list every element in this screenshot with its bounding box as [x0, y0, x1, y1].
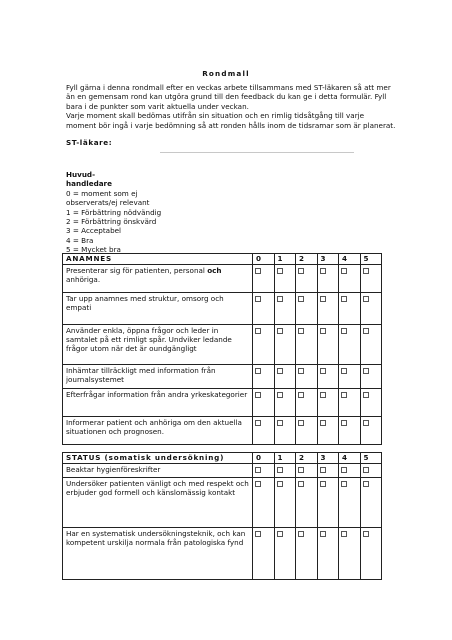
checkbox-icon[interactable] — [341, 481, 347, 487]
checkbox-icon[interactable] — [277, 268, 283, 274]
checkbox-icon[interactable] — [277, 420, 283, 426]
section-heading: ANAMNES — [63, 254, 253, 265]
checkbox-icon[interactable] — [320, 392, 326, 398]
scale-item: 2 = Förbättring önskvärd — [66, 217, 157, 227]
checkbox-icon[interactable] — [363, 420, 369, 426]
checkbox-icon[interactable] — [320, 268, 326, 274]
checkbox-icon[interactable] — [298, 296, 304, 302]
checkbox-icon[interactable] — [255, 420, 261, 426]
checkbox-icon[interactable] — [255, 531, 261, 537]
st-lakare-name-line[interactable] — [160, 152, 354, 153]
st-lakare-label: ST-läkare: — [66, 138, 113, 147]
checkbox-icon[interactable] — [298, 467, 304, 473]
criterion-text — [63, 265, 253, 293]
checkbox-icon[interactable] — [320, 420, 326, 426]
checkbox-icon[interactable] — [341, 420, 347, 426]
status-table — [62, 452, 382, 580]
score-header: 1 — [274, 453, 296, 464]
checkbox-icon[interactable] — [320, 368, 326, 374]
checkbox-icon[interactable] — [363, 392, 369, 398]
checkbox-icon[interactable] — [298, 420, 304, 426]
checkbox-icon[interactable] — [363, 481, 369, 487]
criterion-text-bold: och — [207, 266, 222, 275]
score-header: 2 — [296, 453, 318, 464]
table-header-row — [63, 453, 382, 464]
checkbox-icon[interactable] — [298, 392, 304, 398]
criterion-text: Inhämtar tillräckligt med information från journalsystemet — [63, 365, 253, 389]
table-row — [63, 417, 382, 445]
table-row — [63, 464, 382, 478]
criterion-text: Använder enkla, öppna frågor och leder in samtalet på ett rimligt spår. Undviker ledande frågor utom när det är oundgängligt — [63, 325, 253, 365]
checkbox-icon[interactable] — [363, 268, 369, 274]
checkbox-icon[interactable] — [277, 296, 283, 302]
table-row — [63, 389, 382, 417]
checkbox-icon[interactable] — [255, 392, 261, 398]
checkbox-icon[interactable] — [298, 328, 304, 334]
criterion-text-part: Presenterar sig för patienten, personal — [66, 266, 208, 275]
score-header: 0 — [253, 453, 275, 464]
score-header: 0 — [253, 254, 275, 265]
table-row — [63, 477, 382, 527]
table-row — [63, 293, 382, 325]
scale-item: 5 = Mycket bra — [66, 245, 121, 255]
table-row — [63, 365, 382, 389]
checkbox-icon[interactable] — [341, 296, 347, 302]
scale-item: 0 = moment som ej observerats/ej relevant — [66, 188, 150, 208]
table-header-row — [63, 254, 382, 265]
score-header: 5 — [360, 453, 382, 464]
checkbox-icon[interactable] — [298, 481, 304, 487]
checkbox-icon[interactable] — [255, 481, 261, 487]
table-row — [63, 527, 382, 579]
criterion-text-part: anhöriga. — [66, 275, 101, 285]
score-header: 3 — [317, 453, 339, 464]
checkbox-icon[interactable] — [320, 467, 326, 473]
checkbox-icon[interactable] — [255, 296, 261, 302]
table-row — [63, 325, 382, 365]
table-row — [63, 265, 382, 293]
checkbox-icon[interactable] — [341, 368, 347, 374]
checkbox-icon[interactable] — [363, 296, 369, 302]
section-heading: STATUS (somatisk undersökning) — [63, 453, 253, 464]
checkbox-icon[interactable] — [341, 467, 347, 473]
criterion-text: Undersöker patienten vänligt och med respekt och erbjuder god formell och känslomässig kontakt — [63, 477, 253, 527]
checkbox-icon[interactable] — [341, 531, 347, 537]
checkbox-icon[interactable] — [363, 368, 369, 374]
checkbox-icon[interactable] — [363, 328, 369, 334]
score-header: 5 — [360, 254, 382, 265]
checkbox-icon[interactable] — [298, 531, 304, 537]
score-header: 3 — [317, 254, 339, 265]
intro-text — [66, 83, 396, 130]
checkbox-icon[interactable] — [341, 268, 347, 274]
criterion-text: Beaktar hygienföreskrifter — [63, 464, 253, 478]
intro-paragraph: Varje moment skall bedömas utifrån sin situation och en rimlig tidsåtgång till varje moment bör ingå i varje bedömning så att ronden hålls inom de tidsramar som är planerat. — [66, 111, 396, 130]
scale-item: 1 = Förbättring nödvändig — [66, 207, 162, 217]
checkbox-icon[interactable] — [277, 368, 283, 374]
document-title: Rondmall — [202, 69, 250, 78]
checkbox-icon[interactable] — [277, 392, 283, 398]
scale-heading: handledare — [66, 179, 112, 189]
checkbox-icon[interactable] — [341, 328, 347, 334]
checkbox-icon[interactable] — [277, 467, 283, 473]
scale-item: 3 = Acceptabel — [66, 226, 122, 236]
score-header: 4 — [339, 453, 361, 464]
checkbox-icon[interactable] — [277, 531, 283, 537]
checkbox-icon[interactable] — [320, 531, 326, 537]
checkbox-icon[interactable] — [320, 481, 326, 487]
checkbox-icon[interactable] — [298, 268, 304, 274]
criterion-text: Har en systematisk undersökningsteknik, och kan kompetent urskilja normala från patologiska fynd — [63, 527, 253, 579]
criterion-text: Informerar patient och anhöriga om den aktuella situationen och prognosen. — [63, 417, 253, 445]
checkbox-icon[interactable] — [255, 268, 261, 274]
score-header: 2 — [296, 254, 318, 265]
checkbox-icon[interactable] — [255, 328, 261, 334]
checkbox-icon[interactable] — [277, 481, 283, 487]
criterion-text: Tar upp anamnes med struktur, omsorg och empati — [63, 293, 253, 325]
checkbox-icon[interactable] — [363, 467, 369, 473]
checkbox-icon[interactable] — [320, 296, 326, 302]
checkbox-icon[interactable] — [298, 368, 304, 374]
scale-item: 4 = Bra — [66, 235, 94, 245]
checkbox-icon[interactable] — [363, 531, 369, 537]
checkbox-icon[interactable] — [320, 328, 326, 334]
score-header: 4 — [339, 254, 361, 265]
criterion-text: Efterfrågar information från andra yrkeskategorier — [63, 389, 253, 417]
anamnes-table — [62, 253, 382, 445]
intro-paragraph: Fyll gärna i denna rondmall efter en veckas arbete tillsammans med ST-läkaren så att mer än en gemensam rond kan utgöra grund till den feedback du kan ge i detta formulär. Fyll bara i de punkter som varit aktuella under veckan. — [66, 83, 391, 111]
scale-heading: Huvud- — [66, 170, 96, 179]
checkbox-icon[interactable] — [255, 368, 261, 374]
checkbox-icon[interactable] — [341, 392, 347, 398]
rating-scale-legend — [66, 170, 186, 255]
checkbox-icon[interactable] — [255, 467, 261, 473]
score-header: 1 — [274, 254, 296, 265]
checkbox-icon[interactable] — [277, 328, 283, 334]
